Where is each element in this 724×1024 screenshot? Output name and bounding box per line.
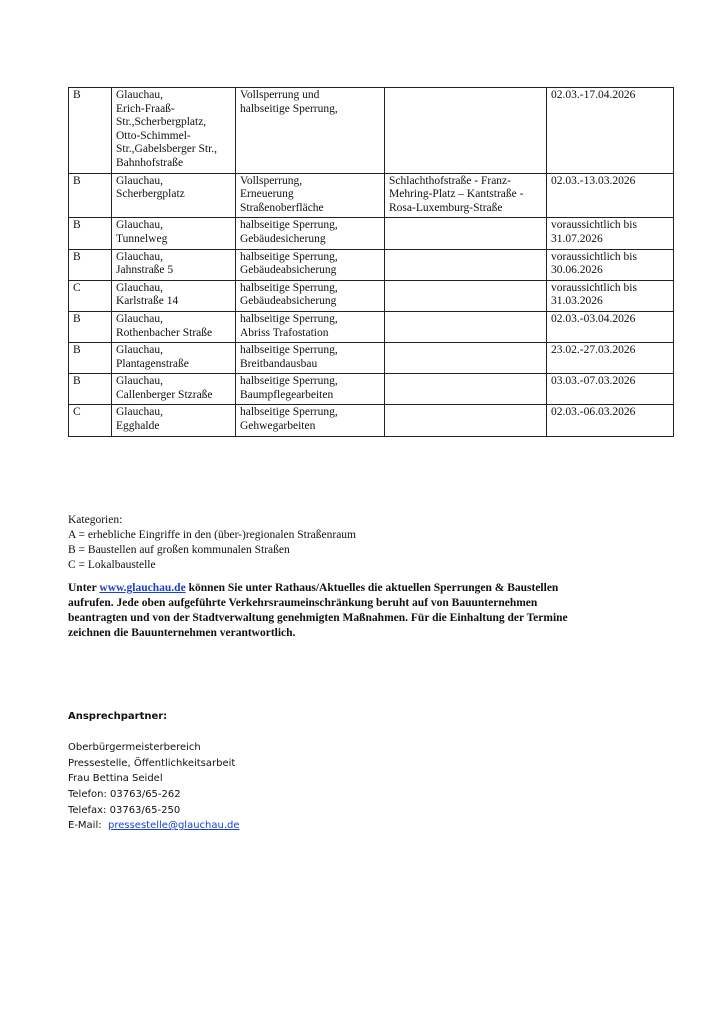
location-line: Glauchau, (116, 174, 163, 187)
location-line: Bahnhofstraße (116, 156, 184, 169)
measure-line: Straßenoberfläche (240, 201, 324, 214)
contact-office: Pressestelle, Öffentlichkeitsarbeit (68, 757, 236, 769)
category-cell (69, 374, 112, 405)
measure-line: Gebäudeabsicherung (240, 264, 337, 277)
period-line: 31.03.2026 (551, 295, 603, 308)
notice-line-3: beantragten und von der Stadtverwaltung genehmigten Maßnahmen. Für die Einhaltung der Termine (68, 612, 568, 624)
detour-line: Mehring-Platz – Kantstraße - (389, 188, 524, 201)
period-line: 02.03.-13.03.2026 (551, 174, 636, 187)
category-label: B (73, 344, 81, 357)
period-line: voraussichtlich bis (551, 250, 637, 263)
notice-line-1-rest: können Sie unter Rathaus/Aktuelles die aktuellen Sperrungen & Baustellen (185, 582, 559, 594)
measure-cell (236, 311, 385, 342)
location-line: Egghalde (116, 420, 160, 433)
location-line: Glauchau, (116, 281, 163, 294)
measure-line: halbseitige Sperrung, (240, 281, 338, 294)
category-label: C (73, 281, 81, 294)
location-line: Plantagenstraße (116, 357, 189, 370)
measure-cell (236, 218, 385, 249)
detour-cell (385, 249, 547, 280)
table-row (69, 173, 674, 218)
category-c: C = Lokalbaustelle (68, 559, 156, 571)
measure-cell (236, 343, 385, 374)
period-line: 02.03.-17.04.2026 (551, 89, 636, 101)
period-line: voraussichtlich bis (551, 281, 637, 294)
detour-cell (385, 280, 547, 311)
detour-cell (385, 343, 547, 374)
notice-line-1 (68, 581, 628, 596)
measure-cell (236, 405, 385, 436)
category-cell (69, 311, 112, 342)
location-cell (112, 280, 236, 311)
location-line: Erich-Fraaß- (116, 102, 175, 115)
category-label: B (73, 219, 81, 232)
category-label: B (73, 89, 81, 101)
location-line: Glauchau, (116, 250, 163, 263)
table-row (69, 374, 674, 405)
measure-cell (236, 249, 385, 280)
measure-line: Gebäudeabsicherung (240, 295, 337, 308)
measure-line: halbseitige Sperrung, (240, 250, 338, 263)
notice-line-4: zeichnen die Bauunternehmen verantwortlich. (68, 627, 296, 639)
detour-cell (385, 311, 547, 342)
measure-line: Vollsperrung, (240, 174, 303, 187)
category-label: B (73, 375, 81, 388)
period-cell (547, 374, 674, 405)
measure-line: Breitbandausbau (240, 357, 318, 370)
table-row (69, 311, 674, 342)
location-line: Glauchau, (116, 406, 163, 419)
location-line: Glauchau, (116, 89, 163, 101)
location-cell (112, 88, 236, 174)
category-label: B (73, 174, 81, 187)
notice-paragraph (68, 581, 628, 641)
period-line: 02.03.-06.03.2026 (551, 406, 636, 419)
period-line: voraussichtlich bis (551, 219, 637, 232)
location-line: Glauchau, (116, 344, 163, 357)
table-row (69, 405, 674, 436)
categories-title: Kategorien: (68, 514, 123, 526)
category-label: B (73, 250, 81, 263)
detour-cell (385, 173, 547, 218)
period-line: 31.07.2026 (551, 232, 603, 245)
category-b: B = Baustellen auf großen kommunalen Straßen (68, 544, 290, 556)
category-cell (69, 343, 112, 374)
period-cell (547, 218, 674, 249)
location-cell (112, 173, 236, 218)
contact-block (68, 709, 240, 834)
website-link[interactable]: www.glauchau.de (99, 582, 186, 594)
period-cell (547, 173, 674, 218)
measure-line: Vollsperrung und (240, 89, 320, 101)
period-cell (547, 249, 674, 280)
measure-line: Erneuerung (240, 188, 294, 201)
category-cell (69, 280, 112, 311)
contact-heading: Ansprechpartner: (68, 711, 168, 722)
detour-line: Schlachthofstraße - Franz- (389, 174, 511, 187)
road-closures-table (68, 87, 674, 437)
detour-cell (385, 405, 547, 436)
table-row (69, 218, 674, 249)
contact-person: Frau Bettina Seidel (68, 773, 163, 785)
period-cell (547, 280, 674, 311)
period-line: 30.06.2026 (551, 264, 603, 277)
measure-line: halbseitige Sperrung, (240, 219, 338, 232)
period-line: 02.03.-03.04.2026 (551, 312, 636, 325)
email-link[interactable]: pressestelle@glauchau.de (108, 820, 240, 832)
location-line: Glauchau, (116, 312, 163, 325)
measure-cell (236, 374, 385, 405)
categories-legend (68, 513, 356, 573)
detour-cell (385, 218, 547, 249)
table-row (69, 343, 674, 374)
category-label: C (73, 406, 81, 419)
measure-line: halbseitige Sperrung, (240, 406, 338, 419)
location-cell (112, 311, 236, 342)
period-line: 23.02.-27.03.2026 (551, 344, 636, 357)
contact-fax: Telefax: 03763/65-250 (68, 804, 181, 816)
measure-line: Gehwegarbeiten (240, 420, 316, 433)
notice-prefix: Unter (68, 582, 100, 594)
category-cell (69, 88, 112, 174)
measure-line: Gebäudesicherung (240, 232, 326, 245)
location-cell (112, 374, 236, 405)
location-line: Rothenbacher Straße (116, 326, 213, 339)
period-cell (547, 88, 674, 174)
detour-cell (385, 374, 547, 405)
detour-cell (385, 88, 547, 174)
measure-cell (236, 88, 385, 174)
location-line: Karlstraße 14 (116, 295, 179, 308)
closure-rows (69, 88, 674, 437)
category-a: A = erhebliche Eingriffe in den (über-)regionalen Straßenraum (68, 529, 356, 541)
measure-line: halbseitige Sperrung, (240, 375, 338, 388)
location-line: Glauchau, (116, 219, 163, 232)
measure-line: halbseitige Sperrung, (240, 344, 338, 357)
contact-department: Oberbürgermeisterbereich (68, 742, 201, 754)
category-cell (69, 405, 112, 436)
table-row (69, 249, 674, 280)
measure-line: halbseitige Sperrung, (240, 312, 338, 325)
category-cell (69, 249, 112, 280)
location-line: Tunnelweg (116, 232, 168, 245)
measure-line: Abriss Trafostation (240, 326, 329, 339)
location-line: Str.,Scherbergplatz, (116, 116, 207, 129)
location-line: Callenberger Stzraße (116, 388, 213, 401)
location-line: Str.,Gabelsberger Str., (116, 143, 218, 156)
contact-phone: Telefon: 03763/65-262 (68, 788, 181, 800)
category-label: B (73, 312, 81, 325)
period-line: 03.03.-07.03.2026 (551, 375, 636, 388)
table-row (69, 280, 674, 311)
contact-email-row (68, 818, 240, 834)
measure-line: halbseitige Sperrung, (240, 102, 338, 115)
location-line: Jahnstraße 5 (116, 264, 174, 277)
location-line: Scherbergplatz (116, 188, 185, 201)
email-label: E-Mail: (68, 820, 102, 832)
notice-line-2: aufrufen. Jede oben aufgeführte Verkehrsraumeinschränkung beruht auf von Bauunternehmen (68, 597, 538, 609)
location-cell (112, 249, 236, 280)
measure-line: Baumpflegearbeiten (240, 388, 334, 401)
period-cell (547, 405, 674, 436)
period-cell (547, 343, 674, 374)
location-line: Glauchau, (116, 375, 163, 388)
measure-cell (236, 280, 385, 311)
measure-cell (236, 173, 385, 218)
detour-line: Rosa-Luxemburg-Straße (389, 201, 503, 214)
location-cell (112, 343, 236, 374)
location-line: Otto-Schimmel- (116, 129, 191, 142)
location-cell (112, 405, 236, 436)
table-row (69, 88, 674, 174)
category-cell (69, 173, 112, 218)
location-cell (112, 218, 236, 249)
category-cell (69, 218, 112, 249)
period-cell (547, 311, 674, 342)
